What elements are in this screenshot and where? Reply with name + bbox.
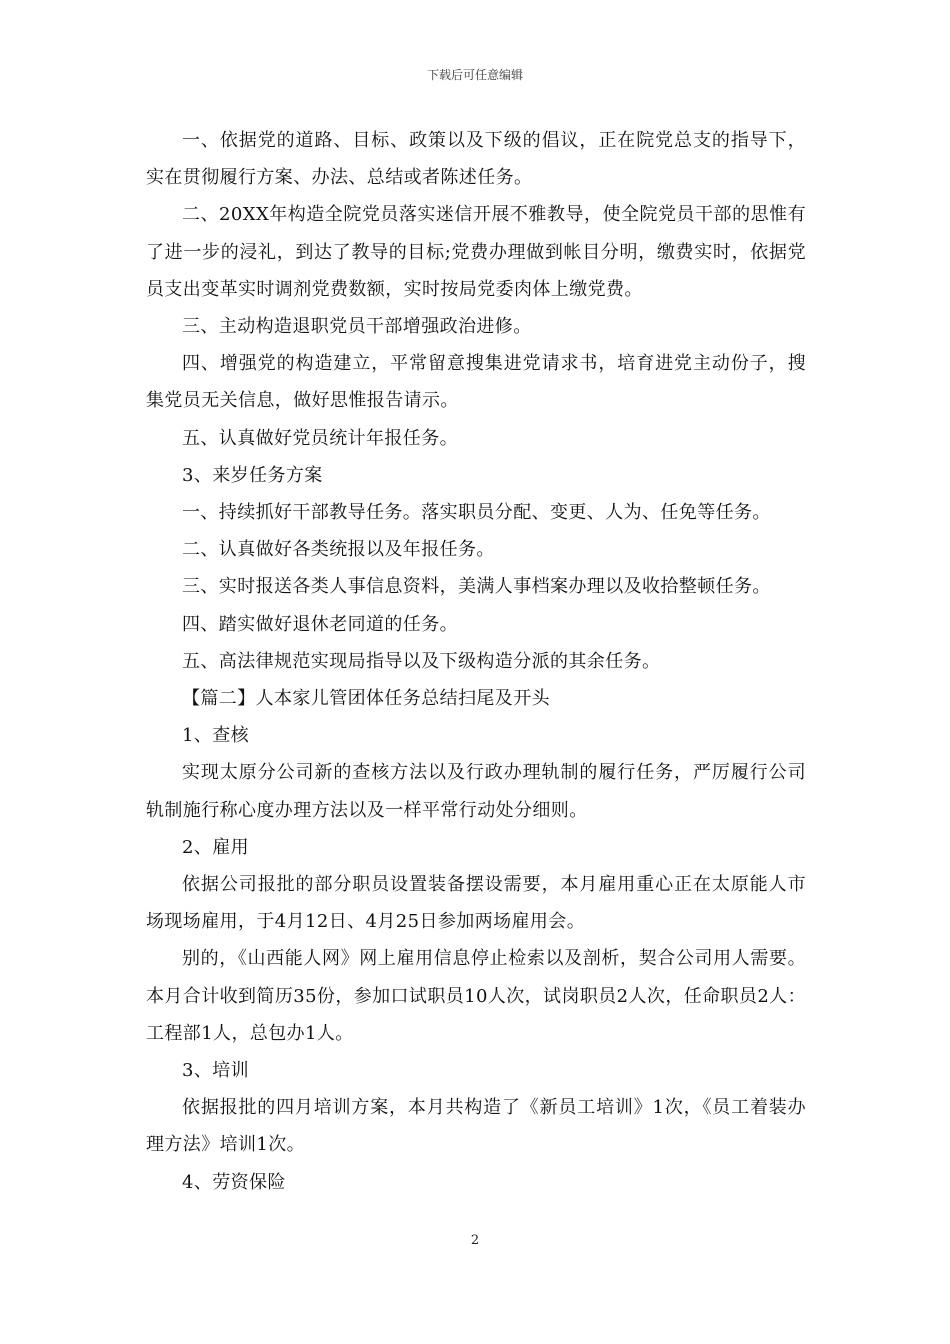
paragraph: 二、认真做好各类统报以及年报任务。 bbox=[182, 539, 495, 561]
paragraph: 依据报批的四月培训方案，本月共构造了《新员工培训》1次，《员工着装办理方法》培训1次。 bbox=[146, 1097, 806, 1156]
section-heading: 2、雇用 bbox=[182, 836, 250, 858]
paragraph: 二、20XX年构造全院党员落实迷信开展不雅教导，使全院党员干部的思惟有了进一步的浸礼，到达了教导的目标;党费办理做到帐目分明，缴费实时，依据党员支出变革实时调剂党费数额，实时按局党委肉体上缴党费。 bbox=[146, 204, 806, 300]
page-header: 下载后可任意编辑 bbox=[426, 68, 523, 82]
paragraph: 四、踏实做好退休老同道的任务。 bbox=[182, 613, 458, 635]
paragraph: 依据公司报批的部分职员设置装备摆设需要，本月雇用重心正在太原能人市场现场雇用，于4月12日、4月25日参加两场雇用会。 bbox=[146, 874, 806, 933]
paragraph: 别的，《山西能人网》网上雇用信息停止检索以及剖析，契合公司用人需要。本月合计收到简历35份，参加口试职员10人次，试岗职员2人次，任命职员2人：工程部1人，总包办1人。 bbox=[146, 948, 806, 1044]
paragraph: 三、主动构造退职党员干部增强政治进修。 bbox=[182, 316, 532, 338]
section-heading: 3、培训 bbox=[182, 1060, 250, 1082]
paragraph: 一、依据党的道路、目标、政策以及下级的倡议，正在院党总支的指导下，实在贯彻履行方案、办法、总结或者陈述任务。 bbox=[146, 130, 806, 189]
section-heading: 1、查核 bbox=[182, 725, 250, 747]
paragraph: 实现太原分公司新的查核方法以及行政办理轨制的履行任务，严厉履行公司轨制施行称心度办理方法以及一样平常行动处分细则。 bbox=[146, 762, 806, 821]
section-heading: 3、来岁任务方案 bbox=[182, 464, 323, 486]
paragraph: 四、增强党的构造建立，平常留意搜集进党请求书，培育进党主动份子，搜集党员无关信息，做好思惟报告请示。 bbox=[146, 353, 806, 412]
section-heading: 4、劳资保险 bbox=[182, 1171, 286, 1193]
paragraph: 一、持续抓好干部教导任务。落实职员分配、变更、人为、任免等任务。 bbox=[182, 502, 771, 524]
document-body bbox=[146, 122, 806, 1201]
article-title: 【篇二】人本家儿管团体任务总结扫尾及开头 bbox=[182, 688, 550, 710]
page-number: 2 bbox=[470, 1233, 480, 1248]
paragraph: 五、认真做好党员统计年报任务。 bbox=[182, 427, 458, 449]
paragraph: 三、实时报送各类人事信息资料，美满人事档案办理以及收拾整顿任务。 bbox=[182, 576, 771, 598]
paragraph: 五、高法律规范实现局指导以及下级构造分派的其余任务。 bbox=[182, 650, 661, 672]
